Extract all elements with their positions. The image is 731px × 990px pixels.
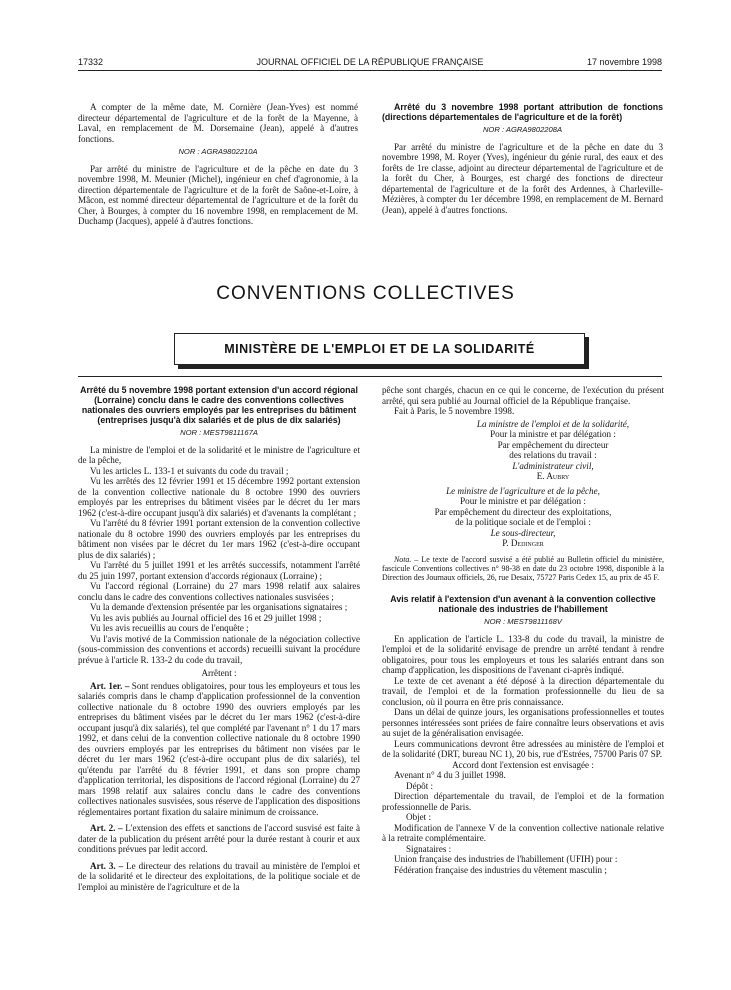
- objet-label: Objet :: [406, 812, 432, 823]
- paragraph: pêche sont chargés, chacun en ce qui le concerne, de l'exécution du présent arrêté, qui sera publié au Journal officiel de la République française.: [382, 385, 664, 406]
- signature-block-1: La ministre de l'emploi et de la solidarité, Pour la ministre et par délégation : Par empêchement du directeur des relations du travail : L'administrateur civil, E. Aubry: [476, 418, 630, 481]
- nor-reference: NOR : AGRA9802208A: [482, 125, 563, 134]
- right-column: [382, 385, 664, 875]
- article-1: Art. 1er. – Sont rendues obligatoires, pour tous les employeurs et tous les salariés compris dans le champ d'application professionnel de la convention collective nationale du 8 octobre 1990 des ouvriers employés par les entreprises du bâtiment visées par le décret du 1er mars 1962 (c'est-à-dire occupant jusqu'à dix salariés), tel que complété par l'avenant n° 1 du 17 mars 1992, et dans celui de la convention collective nationale du 8 octobre 1990 des ouvriers employés par les entreprises du bâtiment non visées par le décret du 1er mars 1962 (c'est-à-dire occupant plus de dix salariés), tel qu'étendu par l'arrêté du 8 février 1991, et dans son propre champ d'application territorial, les dispositions de l'accord régional (Lorraine) du 27 mars 1998 relatif aux salaires conclu dans le cadre des conventions collectives nationales susvisées, sous réserve de l'application des dispositions réglementaires portant fixation du salaire minimum de croissance.: [78, 680, 360, 817]
- objet-text: Modification de l'annexe V de la convention collective nationale relative à la retraite complémentaire.: [382, 822, 664, 844]
- nor-reference: NOR : MEST9811168V: [484, 617, 562, 627]
- signature-block-2: Le ministre de l'agriculture et de la pêche, Pour le ministre et par délégation : Par empêchement du directeur des exploitations, de la politique sociale et de l'emploi : Le sous-directeur, P. Dedinger: [434, 485, 612, 548]
- paragraph: Vu la demande d'extension présentée par les organisations signataires ;: [90, 602, 348, 612]
- nor-reference: NOR : MEST9811167A: [180, 428, 258, 437]
- page-header: [78, 57, 662, 69]
- paragraph: Vu l'avis motivé de la Commission nationale de la négociation collective (sous-commission des conventions et accords) recueilli suivant la procédure prévue à l'article R. 133-2 du code du travail,: [78, 633, 360, 665]
- paragraph: La ministre de l'emploi et de la solidarité et le ministre de l'agriculture et de la pêche,: [78, 444, 360, 465]
- top-left-column: [78, 102, 358, 227]
- header-divider: [78, 70, 662, 71]
- paragraph: Vu les avis recueillis au cours de l'enquête ;: [90, 623, 249, 633]
- section-divider: [78, 376, 662, 377]
- paragraph: Vu les arrêtés des 12 février 1991 et 15 décembre 1992 portant extension de la convention collective nationale du 8 octobre 1990 des ouvriers employés par les entreprises du bâtiment visées par le décret du 1er mars 1962 (c'est-à-dire occupant jusqu'à dix salariés) et d'avenants la complétant ;: [78, 476, 360, 518]
- arretent: Arrêtent :: [201, 668, 237, 678]
- depot-text: Direction départementale du travail, de l'emploi et de la formation professionnelle de Paris.: [382, 791, 664, 812]
- decree-title: Arrêté du 3 novembre 1998 portant attribution de fonctions (directions départementales de l'agriculture et de la forêt): [382, 102, 663, 122]
- issue-date: 17 novembre 1998: [586, 57, 662, 67]
- paragraph: Vu l'arrêté du 8 février 1991 portant extension de la convention collective nationale du 8 octobre 1990 des ouvriers employés par les entreprises du bâtiment non visées par le décret du 1er mars 1962 (c'est-à-dire occupant plus de dix salariés) ;: [78, 518, 360, 560]
- journal-title: JOURNAL OFFICIEL DE LA RÉPUBLIQUE FRANÇAISE: [256, 57, 484, 67]
- signataires-label: Signataires :: [406, 843, 452, 854]
- nor-reference: NOR : AGRA9802210A: [178, 147, 258, 156]
- paragraph: Vu l'arrêté du 5 juillet 1991 et les arrêtés successifs, notamment l'arrêté du 25 juin 1997, portant extension d'accords régionaux (Lorraine) ;: [78, 560, 360, 581]
- paragraph: Dans un délai de quinze jours, les organisations professionnelles et toutes personnes intéressées sont priées de faire connaître leurs observations et avis au sujet de la généralisation envisagée.: [382, 707, 664, 739]
- page-number: 17332: [78, 57, 104, 67]
- ministry-name: MINISTÈRE DE L'EMPLOI ET DE LA SOLIDARITÉ: [224, 342, 535, 356]
- notice-title: Avis relatif à l'extension d'un avenant à la convention collective nationale des industries de l'habillement: [390, 594, 656, 615]
- decree-title: Arrêté du 5 novembre 1998 portant extension d'un accord régional (Lorraine) conclu dans le cadre des conventions collectives nationales des ouvriers employés par les entreprises du bâtiment (entreprises jusqu'à dix salariés et de plus de dix salariés): [80, 385, 358, 425]
- paragraph: Vu les articles L. 133-1 et suivants du code du travail ;: [90, 465, 289, 476]
- avenant-line: Avenant n° 4 du 3 juillet 1998.: [394, 770, 506, 781]
- paragraph: Leurs communications devront être adressées au ministère de l'emploi et de la solidarité (DRT, bureau NC 1), 20 bis, rue d'Estrées, 75700 Paris 07 SP.: [382, 738, 664, 760]
- signatory: Union française des industries de l'habillement (UFIH) pour :: [394, 854, 618, 865]
- ministry-banner: [174, 333, 585, 365]
- depot-label: Dépôt :: [406, 780, 434, 791]
- paragraph: Le texte de cet avenant a été déposé à la direction départementale du travail, de l'emploi et de la formation professionnelle du lieu de sa conclusion, où il pourra en être pris connaissance.: [382, 675, 664, 707]
- article-2: Art. 2. – L'extension des effets et sanctions de l'accord susvisé est faite à dater de la publication du présent arrêté pour la durée restant à courir et aux conditions prévues par ledit accord.: [78, 823, 360, 854]
- section-title: CONVENTIONS COLLECTIVES: [216, 283, 515, 304]
- paragraph: Par arrêté du ministre de l'agriculture et de la pêche en date du 3 novembre 1998, M. Royer (Yves), ingénieur du génie rural, des eaux et des forêts de 1re classe, adjoint au directeur départemental de l'agriculture et de la forêt du Cher, à Bourges, est chargé des fonctions de directeur départemental de l'agriculture et de la forêt des Ardennes, à Charleville-Mézières, à compter du 1er décembre 1998, en remplacement de M. Bernard (Jean), appelé à d'autres fonctions.: [382, 141, 663, 215]
- paragraph: A compter de la même date, M. Cornière (Jean-Yves) est nommé directeur départemental de l'agriculture et de la forêt de la Mayenne, à Laval, en remplacement de M. Dorsemaine (Jean), appelé à d'autres fonctions.: [78, 102, 358, 144]
- left-column: [78, 385, 360, 892]
- article-3: Art. 3. – Le directeur des relations du travail au ministère de l'emploi et de la solidarité et le directeur des exploitations, de la politique sociale et de l'emploi au ministère de l'agriculture et de la: [78, 860, 360, 892]
- paragraph: Vu l'accord régional (Lorraine) du 27 mars 1998 relatif aux salaires conclu dans le cadre des conventions collectives nationales susvisées ;: [78, 581, 360, 602]
- paragraph: Vu les avis publiés au Journal officiel des 16 et 29 juillet 1998 ;: [90, 612, 322, 623]
- top-right-column: [382, 102, 663, 215]
- nota: Nota. – Le texte de l'accord susvisé a été publié au Bulletin officiel du ministère, fascicule Conventions collectives n° 98-38 en date du 23 octobre 1998, disponible à la Direction des Journaux officiels, 26, rue Desaix, 75727 Paris Cedex 15, au prix de 45 F.: [382, 554, 664, 583]
- accord-line: Accord dont l'extension est envisagée :: [452, 759, 594, 770]
- signatory: Fédération française des industries du vêtement masculin ;: [394, 864, 607, 875]
- paragraph: En application de l'article L. 133-8 du code du travail, la ministre de l'emploi et de la solidarité envisage de prendre un arrêté tendant à rendre obligatoires, pour tous les employeurs et tous les salariés entrant dans son champ d'application, les dispositions de l'avenant ci-après indiqué.: [382, 633, 664, 676]
- date-line: Fait à Paris, le 5 novembre 1998.: [394, 406, 515, 416]
- paragraph: Par arrêté du ministre de l'agriculture et de la pêche en date du 3 novembre 1998, M. Meunier (Michel), ingénieur en chef d'agronomie, à la direction départementale de l'agriculture et de la forêt de Saône-et-Loire, à Mâcon, est nommé directeur départemental de l'agriculture et de la forêt du Cher, à Bourges, à compter du 16 novembre 1998, en remplacement de M. Duchamp (Jacques), appelé à d'autres fonctions.: [78, 163, 358, 226]
